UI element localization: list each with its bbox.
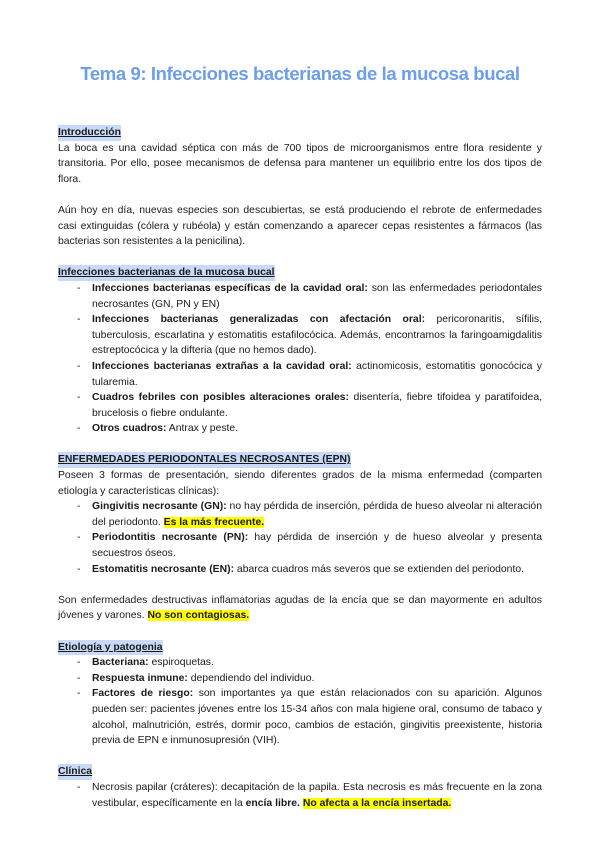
list-item-term: Periodontitis necrosante (PN): xyxy=(92,532,249,544)
list-item-term: Infecciones bacterianas generalizadas con afectación oral: xyxy=(92,314,426,326)
highlight-text: No son contagiosas. xyxy=(147,610,250,622)
highlight-text: No afecta a la encía insertada. xyxy=(302,797,452,809)
list-item: - Otros cuadros: Antrax y peste. xyxy=(77,423,239,435)
list-item-text: son las enfermedades periodontales necrosantes (GN, PN y EN) xyxy=(92,282,542,310)
list-item: - Infecciones bacterianas extrañas a la cavidad oral: actinomicosis, estomatitis gonocócica y tularemia. xyxy=(77,360,542,388)
section-heading-epn: ENFERMEDADES PERIODONTALES NECROSANTES (EPN) xyxy=(58,452,351,468)
epn-closing-text: Son enfermedades destructivas inflamatorias agudas de la encía que se dan mayormente en adultos jóvenes y varones. xyxy=(58,594,542,622)
intro-paragraph-1: La boca es una cavidad séptica con más de 700 tipos de microorganismos entre flora residente y transitoria. Por ello, posee mecanismos de defensa para mantener un equilibrio entre los dos tipos de flora. xyxy=(58,142,542,185)
document-title: Tema 9: Infecciones bacterianas de la mucosa bucal xyxy=(80,63,520,84)
list-item: - Bacteriana: espiroquetas. xyxy=(77,657,214,669)
list-item: - Gingivitis necrosante (GN): no hay pérdida de inserción, pérdida de hueso alveolar ni alteración del periodonto. Es la más frecuente. xyxy=(77,501,542,528)
highlight-text: Es la más frecuente. xyxy=(163,516,265,528)
list-item-text: dependiendo del individuo. xyxy=(187,672,315,684)
epn-intro: Poseen 3 formas de presentación, siendo diferentes grados de la misma enfermedad (comparten etiología y características clínicas): xyxy=(58,470,542,497)
intro-paragraph-2: Aún hoy en día, nuevas especies son descubiertas, se está produciendo el rebrote de enfermedades casi extinguidas (cólera y rubéola) y están comenzando a aparecer cepas resistentes a fármacos (las bacterias son resistentes a la penicilina). xyxy=(58,204,542,248)
epn-closing xyxy=(58,593,542,624)
list-item-text: espiroquetas. xyxy=(148,657,214,669)
list-item: - Cuadros febriles con posibles alteraciones orales: disentería, fiebre tifoidea y paratifoidea, brucelosis o fiebre ondulante. xyxy=(77,392,542,419)
epn-list xyxy=(58,499,542,577)
list-item-text: Necrosis papilar (cráteres): decapitación de la papila. Esta necrosis es más frecuente en la zona vestibular, específicamente en la xyxy=(92,781,542,809)
document-body xyxy=(58,125,542,811)
list-item-text: son importantes ya que están relacionados con su aparición. Algunos pueden ser: pacientes jóvenes entre los 15-34 años con mala higiene oral, consumo de tabaco y alcohol, malnutrición, estrés, dormir poco, cambios de estación, gingivitis preexistente, historia previa de EPN e inmunosupresión (VIH). xyxy=(92,688,543,747)
list-item: - Respuesta inmune: dependiendo del individuo. xyxy=(77,672,315,684)
list-item-text: hay pérdida de inserción y de hueso alveolar y presenta secuestros óseos. xyxy=(92,532,542,560)
list-item-text: abarca cuadros más severos que se extienden del periodonto. xyxy=(234,563,525,575)
list-item-term: Gingivitis necrosante (GN): xyxy=(92,501,227,513)
etiologia-list xyxy=(58,655,542,749)
clinica-list xyxy=(58,780,542,811)
section-heading-introduccion: Introducción xyxy=(58,125,121,141)
list-item-text: disentería, fiebre tifoidea y paratifoidea, brucelosis o fiebre ondulante. xyxy=(92,392,542,419)
list-item: - Necrosis papilar (cráteres): decapitación de la papila. Esta necrosis es más frecuente en la zona vestibular, específicamente en la encía libre. No afecta a la encía insertada. xyxy=(77,781,542,809)
list-item: - Factores de riesgo: son importantes ya que están relacionados con su aparición. Algunos pueden ser: pacientes jóvenes entre los 15-34 años con mala higiene oral, consumo de tabaco y alcohol, malnutrición, estrés, dormir poco, cambios de estación, gingivitis preexistente, historia previa de EPN e inmunosupresión (VIH). xyxy=(77,688,543,747)
list-item: - Periodontitis necrosante (PN): hay pérdida de inserción y de hueso alveolar y presenta secuestros óseos. xyxy=(77,532,542,560)
section-heading-infecciones: Infecciones bacterianas de la mucosa bucal xyxy=(58,265,275,281)
infecciones-list xyxy=(58,281,542,437)
list-item-term: Factores de riesgo: xyxy=(92,688,194,700)
section-heading-etiologia: Etiología y patogenia xyxy=(58,640,163,656)
list-item-term: Otros cuadros: xyxy=(92,423,167,435)
list-item: - Infecciones bacterianas específicas de la cavidad oral: son las enfermedades periodontales necrosantes (GN, PN y EN) xyxy=(77,282,542,310)
list-item-term: Infecciones bacterianas específicas de la cavidad oral: xyxy=(92,282,368,294)
list-item: - Infecciones bacterianas generalizadas con afectación oral: pericoronaritis, sífilis, tuberculosis, escarlatina y estomatitis estafilocócica. Además, encontramos la faringoamigdalitis estreptocócica y la difteria (que no hemos dado). xyxy=(77,314,542,357)
list-item-term: Infecciones bacterianas extrañas a la cavidad oral: xyxy=(92,360,352,372)
list-item-term: Bacteriana: xyxy=(92,657,149,669)
list-item-term: Respuesta inmune: xyxy=(92,672,188,684)
list-item: - Estomatitis necrosante (EN): abarca cuadros más severos que se extienden del periodonto. xyxy=(77,563,525,575)
list-item-text: Antrax y peste. xyxy=(166,423,239,435)
section-heading-clinica: Clínica xyxy=(58,764,92,780)
list-item-term: Estomatitis necrosante (EN): xyxy=(92,563,235,575)
list-item-term: Cuadros febriles con posibles alteraciones orales: xyxy=(92,392,350,404)
list-item-text: actinomicosis, estomatitis gonocócica y tularemia. xyxy=(92,360,542,388)
list-item-text: pericoronaritis, sífilis, tuberculosis, escarlatina y estomatitis estafilocócica. Además, encontramos la faringoamigdalitis estreptocócica y la difteria (que no hemos dado). xyxy=(92,314,542,357)
list-item-bold: encía libre. xyxy=(245,797,300,809)
list-item-text: no hay pérdida de inserción, pérdida de hueso alveolar ni alteración del periodonto. xyxy=(92,501,542,528)
